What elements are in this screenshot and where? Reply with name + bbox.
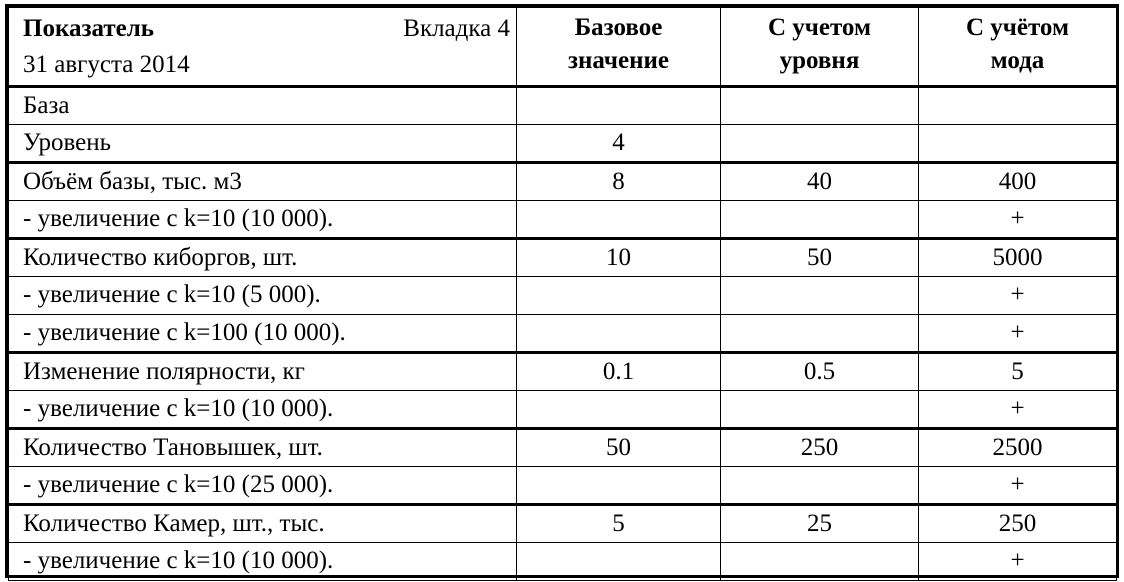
header-level-line2: уровня — [779, 47, 860, 74]
mod-value-cell — [919, 87, 1117, 125]
table-row — [9, 390, 1117, 428]
indicator-table — [8, 7, 1117, 581]
base-value-cell: 5 — [517, 504, 721, 542]
data-table-sheet — [5, 4, 1119, 578]
row-label: - увеличение с k=10 (10 000). — [9, 542, 517, 580]
base-value-cell: 10 — [517, 239, 721, 277]
row-label: - увеличение с k=10 (5 000). — [9, 277, 517, 315]
header-with-level — [721, 8, 919, 87]
mod-value-cell: + — [919, 201, 1117, 239]
mod-value-cell: 400 — [919, 163, 1117, 201]
header-mod-line2: мода — [990, 47, 1045, 74]
table-row — [9, 239, 1117, 277]
level-value-cell: 50 — [721, 239, 919, 277]
level-value-cell: 40 — [721, 163, 919, 201]
level-value-cell — [721, 125, 919, 163]
base-value-cell: 8 — [517, 163, 721, 201]
report-date: 31 августа 2014 — [23, 51, 190, 78]
table-row — [9, 428, 1117, 466]
header-base-value — [517, 8, 721, 87]
mod-value-cell: + — [919, 466, 1117, 504]
table-row — [9, 542, 1117, 580]
table-row — [9, 163, 1117, 201]
header-base-line2: значение — [567, 47, 670, 74]
level-value-cell — [721, 542, 919, 580]
table-row — [9, 201, 1117, 239]
table-row — [9, 125, 1117, 163]
mod-value-cell: 250 — [919, 504, 1117, 542]
base-value-cell — [517, 466, 721, 504]
header-indicator-cell — [9, 8, 517, 87]
base-value-cell — [517, 87, 721, 125]
mod-value-cell — [919, 125, 1117, 163]
base-value-cell — [517, 314, 721, 352]
row-label: - увеличение с k=100 (10 000). — [9, 314, 517, 352]
header-with-mod — [919, 8, 1117, 87]
level-value-cell — [721, 277, 919, 315]
mod-value-cell: 2500 — [919, 428, 1117, 466]
base-value-cell: 0.1 — [517, 352, 721, 390]
header-mod-line1: С учётом — [965, 14, 1069, 41]
base-value-cell: 4 — [517, 125, 721, 163]
level-value-cell — [721, 466, 919, 504]
mod-value-cell: + — [919, 542, 1117, 580]
table-row — [9, 466, 1117, 504]
row-label: - увеличение с k=10 (10 000). — [9, 201, 517, 239]
level-value-cell — [721, 314, 919, 352]
tab-label: Вкладка 4 — [403, 15, 510, 42]
base-value-cell: 50 — [517, 428, 721, 466]
base-value-cell — [517, 390, 721, 428]
row-label: - увеличение с k=10 (10 000). — [9, 390, 517, 428]
mod-value-cell: 5 — [919, 352, 1117, 390]
mod-value-cell: + — [919, 390, 1117, 428]
header-base-line1: Базовое — [574, 14, 663, 41]
row-label: Объём базы, тыс. м3 — [9, 163, 517, 201]
table-row — [9, 504, 1117, 542]
header-level-line1: С учетом — [767, 14, 871, 41]
level-value-cell: 0.5 — [721, 352, 919, 390]
mod-value-cell: + — [919, 277, 1117, 315]
table-row — [9, 352, 1117, 390]
level-value-cell: 250 — [721, 428, 919, 466]
row-label: - увеличение с k=10 (25 000). — [9, 466, 517, 504]
level-value-cell — [721, 201, 919, 239]
table-row — [9, 87, 1117, 125]
indicator-header: Показатель — [23, 15, 154, 42]
row-label: База — [9, 87, 517, 125]
level-value-cell — [721, 87, 919, 125]
table-row — [9, 277, 1117, 315]
mod-value-cell: + — [919, 314, 1117, 352]
base-value-cell — [517, 201, 721, 239]
level-value-cell — [721, 390, 919, 428]
row-label: Количество киборгов, шт. — [9, 239, 517, 277]
level-value-cell: 25 — [721, 504, 919, 542]
table-row — [9, 314, 1117, 352]
base-value-cell — [517, 277, 721, 315]
row-label: Количество Тановышек, шт. — [9, 428, 517, 466]
mod-value-cell: 5000 — [919, 239, 1117, 277]
header-row — [9, 8, 1117, 87]
row-label: Количество Камер, шт., тыс. — [9, 504, 517, 542]
base-value-cell — [517, 542, 721, 580]
row-label: Уровень — [9, 125, 517, 163]
row-label: Изменение полярности, кг — [9, 352, 517, 390]
